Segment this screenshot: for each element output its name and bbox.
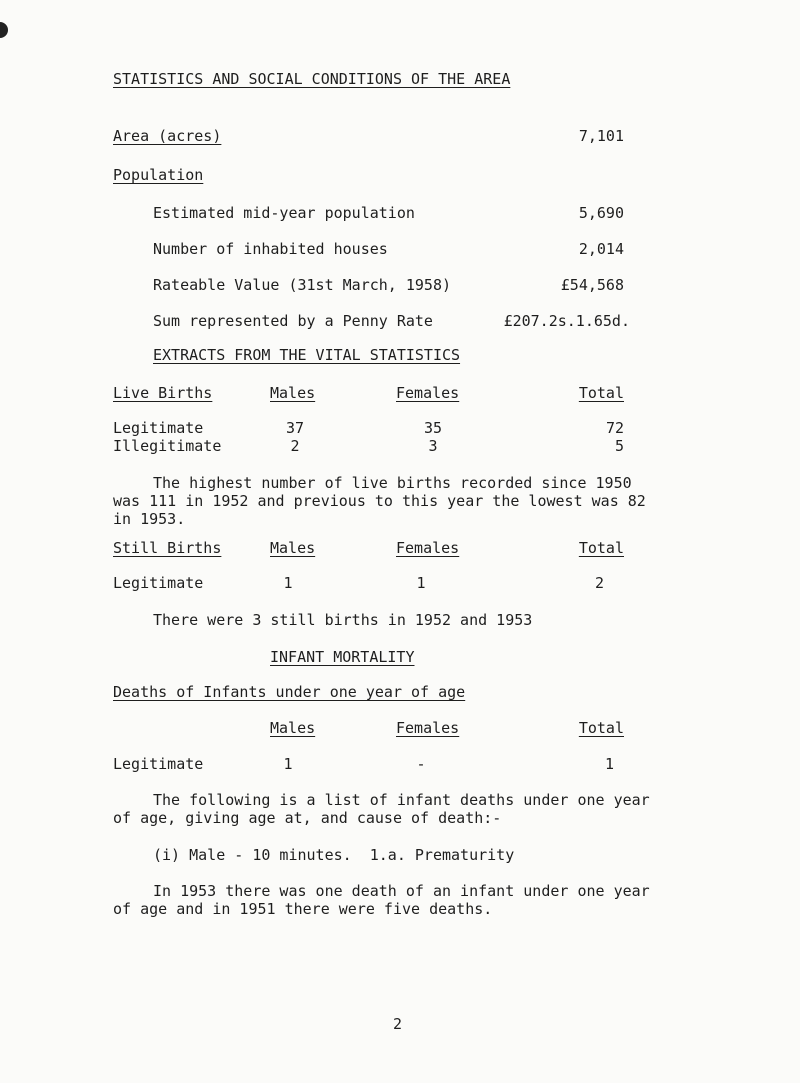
live-births-males: 37 (285, 419, 305, 437)
live-births-note: The highest number of live births recorded since 1950 was 111 in 1952 and previous to this year the lowest was 82 in 1953. (113, 474, 646, 528)
still-births-females: 1 (416, 574, 426, 592)
scan-artifact (0, 22, 8, 38)
still-births-note: There were 3 still births in 1952 and 1953 (153, 611, 533, 629)
population-value: 5,690 (578, 204, 624, 222)
infant-mortality-females: - (416, 755, 426, 773)
area-label: Area (acres) (113, 127, 222, 145)
rateable-value-label: Rateable Value (31st March, 1958) (153, 276, 452, 294)
rateable-value-value: £54,568 (560, 276, 624, 294)
live-births-females: 3 (428, 437, 438, 455)
area-value: 7,101 (578, 127, 624, 145)
infant-mortality-total: 1 (604, 755, 614, 773)
live-births-col-females: Females (396, 384, 460, 402)
still-births-males: 1 (283, 574, 293, 592)
infant-mortality-col-total: Total (578, 719, 624, 737)
live-births-col-total: Total (578, 384, 624, 402)
live-births-col-males: Males (270, 384, 316, 402)
still-births-col-males: Males (270, 539, 316, 557)
infant-mortality-males: 1 (283, 755, 293, 773)
infant-death-case: (i) Male - 10 minutes. 1.a. Prematurity (153, 846, 515, 864)
live-births-total: 72 (605, 419, 624, 437)
penny-rate-value: £207.2s.1.65d. (503, 312, 630, 330)
infant-mortality-col-males: Males (270, 719, 316, 737)
vital-statistics-heading: EXTRACTS FROM THE VITAL STATISTICS (153, 346, 461, 364)
page-title: STATISTICS AND SOCIAL CONDITIONS OF THE AREA (113, 70, 511, 88)
houses-value: 2,014 (578, 240, 624, 258)
live-births-females: 35 (423, 419, 443, 437)
infant-mortality-row-label: Legitimate (113, 755, 204, 773)
infant-mortality-heading: INFANT MORTALITY (270, 648, 415, 666)
infant-mortality-col-females: Females (396, 719, 460, 737)
live-births-row-label: Legitimate (113, 419, 204, 437)
live-births-total: 5 (614, 437, 624, 455)
page-number: 2 (393, 1015, 403, 1033)
population-heading: Population (113, 166, 204, 184)
live-births-males: 2 (290, 437, 300, 455)
live-births-row-label: Illegitimate (113, 437, 222, 455)
penny-rate-label: Sum represented by a Penny Rate (153, 312, 433, 330)
still-births-col-total: Total (578, 539, 624, 557)
live-births-heading: Live Births (113, 384, 213, 402)
population-label: Estimated mid-year population (153, 204, 415, 222)
houses-label: Number of inhabited houses (153, 240, 388, 258)
still-births-col-females: Females (396, 539, 460, 557)
infant-deaths-history: In 1953 there was one death of an infant under one year of age and in 1951 there were five deaths. (113, 882, 650, 918)
still-births-row-label: Legitimate (113, 574, 204, 592)
infant-deaths-note: The following is a list of infant deaths under one year of age, giving age at, and cause of death:- (113, 791, 650, 827)
infant-mortality-subheading: Deaths of Infants under one year of age (113, 683, 466, 701)
still-births-heading: Still Births (113, 539, 222, 557)
still-births-total: 2 (594, 574, 604, 592)
